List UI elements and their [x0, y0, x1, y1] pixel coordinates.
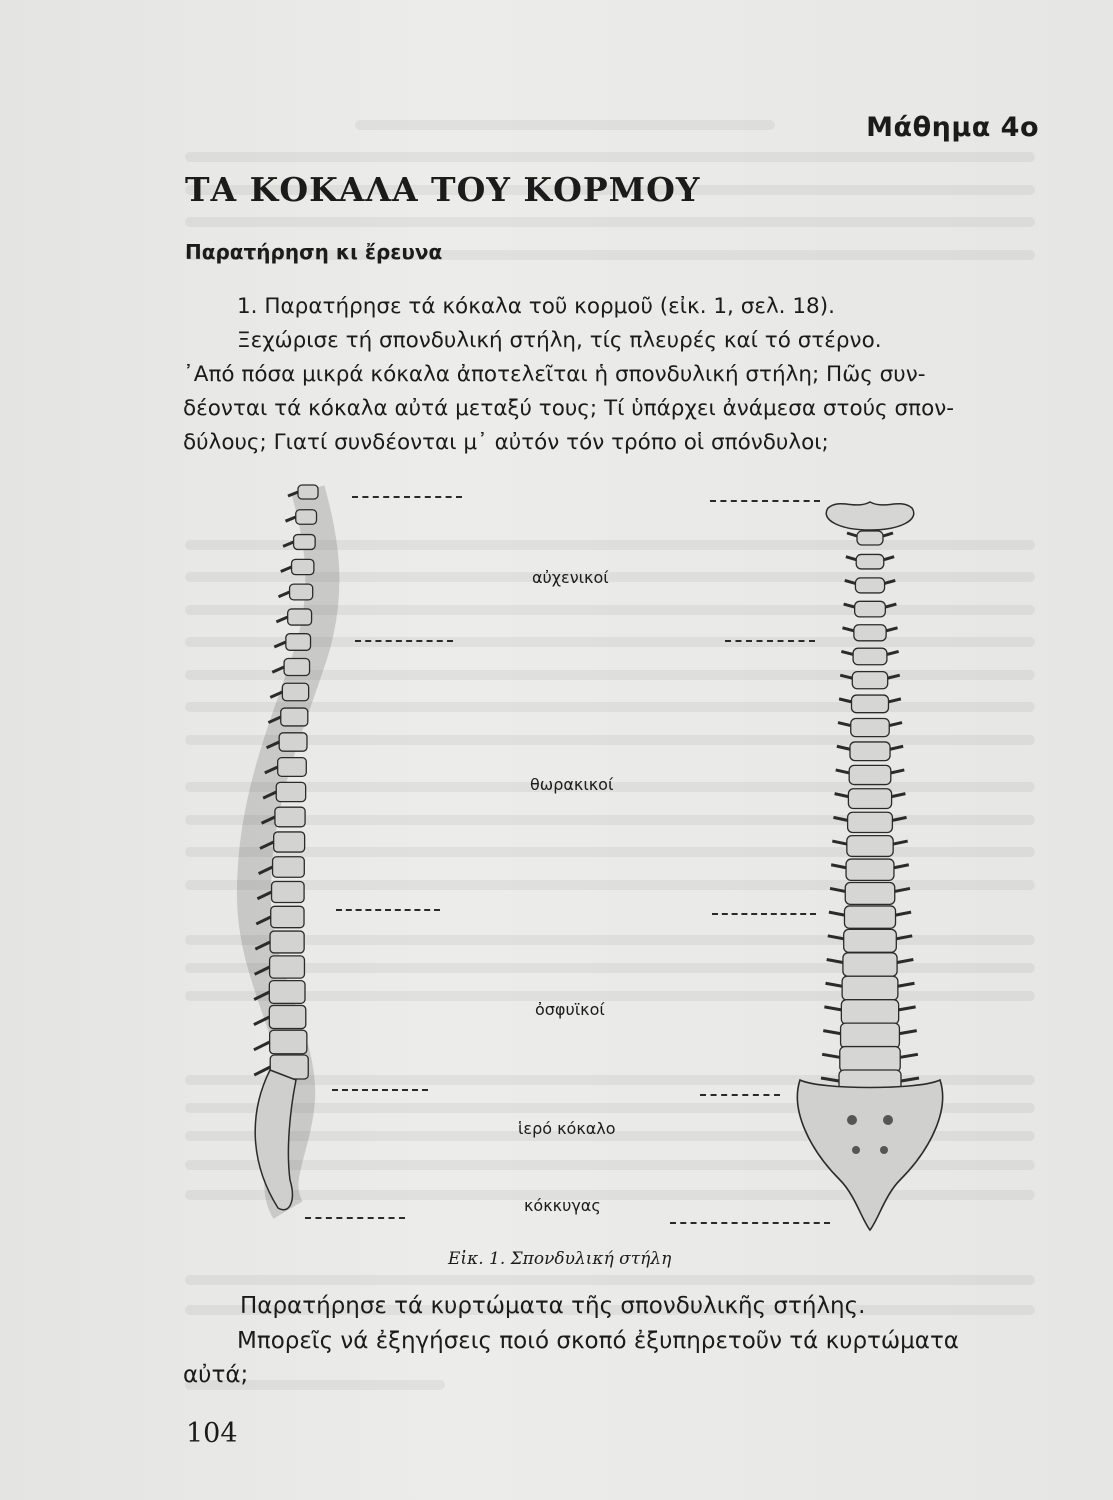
transverse-process	[841, 651, 853, 654]
label-cervical: αὐχενικοί	[532, 568, 609, 587]
vertebra-side	[273, 857, 305, 878]
transverse-process	[827, 960, 843, 963]
vertebra-front	[851, 718, 890, 736]
transverse-process	[840, 675, 852, 678]
figure-caption: Εἰκ. 1. Σπονδυλική στήλη	[448, 1249, 672, 1269]
transverse-process	[896, 912, 912, 915]
transverse-process	[826, 983, 843, 986]
transverse-process	[888, 675, 900, 678]
transverse-process	[901, 1078, 919, 1081]
transverse-process	[885, 580, 896, 583]
paragraph-line: δύλους; Γιατί συνδέονται μ᾿ αὐτόν τόν τρόπο οἱ σπόνδυλοι;	[183, 430, 829, 455]
vertebra-side	[269, 981, 305, 1004]
transverse-process	[892, 794, 906, 797]
vertebra-front	[844, 929, 897, 952]
transverse-process	[824, 1007, 841, 1010]
transverse-process	[892, 817, 906, 820]
spinous-process	[279, 592, 290, 597]
spine-side-view-illustration	[230, 480, 360, 1220]
paragraph-line: αὐτά;	[183, 1362, 249, 1388]
leader-line	[710, 500, 820, 502]
transverse-process	[835, 794, 849, 797]
transverse-process	[845, 580, 856, 583]
vertebra-side	[271, 906, 304, 927]
transverse-process	[884, 557, 894, 560]
vertebra-front	[845, 883, 894, 905]
label-sacrum: ἱερό κόκαλο	[518, 1119, 616, 1138]
vertebra-front	[844, 906, 895, 928]
paragraph-curvatures	[183, 1289, 1033, 1323]
chapter-title: ΤΑ ΚΟΚΑΛΑ ΤΟΥ ΚΟΡΜΟΥ	[185, 170, 701, 209]
label-lumbar: ὀσφυϊκοί	[535, 1000, 605, 1019]
transverse-process	[899, 1031, 916, 1034]
transverse-process	[894, 865, 909, 868]
vertebra-side	[298, 485, 318, 499]
spinous-process	[285, 517, 295, 521]
leader-line	[700, 1094, 780, 1096]
transverse-process	[895, 888, 910, 891]
leader-line	[352, 496, 462, 498]
vertebra-front	[852, 695, 889, 713]
vertebra-side	[292, 559, 314, 574]
paragraph-question	[183, 1324, 1033, 1392]
vertebra-side	[278, 758, 307, 777]
spinous-process	[254, 1042, 270, 1050]
transverse-process	[828, 936, 844, 939]
transverse-process	[899, 1007, 916, 1010]
leader-line	[712, 913, 816, 915]
vertebra-front	[841, 1023, 900, 1048]
vertebra-side	[290, 584, 313, 600]
vertebra-side	[282, 683, 308, 700]
vertebra-side	[286, 634, 311, 651]
vertebra-front	[850, 742, 890, 761]
vertebra-front	[854, 625, 886, 641]
transverse-process	[896, 936, 912, 939]
spinous-process	[283, 542, 294, 546]
vertebra-front	[857, 531, 883, 545]
vertebra-front	[843, 953, 897, 976]
paragraph-line: 1. Παρατήρησε τά κόκαλα τοῦ κορμοῦ (εἰκ. 1, σελ. 18).	[237, 294, 835, 319]
transverse-process	[838, 723, 851, 726]
transverse-process	[897, 960, 913, 963]
label-thoracic: θωρακικοί	[530, 775, 614, 794]
vertebra-side	[272, 882, 305, 903]
vertebra-side	[270, 931, 304, 953]
transverse-process	[829, 912, 845, 915]
transverse-process	[888, 699, 900, 702]
transverse-process	[823, 1031, 840, 1034]
paragraph-line: ᾿Από πόσα μικρά κόκαλα ἀποτελεῖται ἡ σπονδυλική στήλη; Πῶς συν-	[183, 362, 926, 387]
vertebra-front	[853, 648, 887, 665]
paragraph-observation	[183, 290, 1033, 460]
leader-line	[332, 1089, 428, 1091]
vertebra-front	[855, 578, 884, 593]
spinous-process	[272, 667, 284, 672]
transverse-process	[832, 841, 847, 844]
spine-front-view-illustration	[770, 490, 970, 1230]
transverse-process	[833, 817, 847, 820]
page-number: 104	[186, 1418, 238, 1449]
vertebra-side	[274, 832, 305, 852]
transverse-process	[822, 1054, 840, 1057]
transverse-process	[842, 628, 853, 631]
vertebra-front	[842, 976, 898, 1000]
transverse-process	[830, 888, 845, 891]
vertebra-side	[281, 708, 308, 726]
transverse-process	[893, 841, 908, 844]
vertebra-side	[276, 782, 305, 801]
transverse-process	[837, 746, 850, 749]
spinous-process	[274, 642, 286, 647]
vertebra-front	[846, 859, 894, 880]
vertebra-side	[296, 510, 317, 524]
transverse-process	[886, 628, 897, 631]
transverse-process	[891, 770, 904, 773]
vertebra-side	[275, 807, 305, 827]
leader-line	[336, 909, 440, 911]
paragraph-line: Ξεχώρισε τή σπονδυλική στήλη, τίς πλευρές καί τό στέρνο.	[237, 328, 882, 353]
vertebra-side	[288, 609, 312, 625]
section-subtitle: Παρατήρηση κι ἔρευνα	[185, 240, 443, 264]
vertebra-front	[848, 812, 893, 832]
vertebra-front	[849, 765, 891, 784]
paragraph-line: Μπορεῖς νά ἐξηγήσεις ποιό σκοπό ἐξυπηρετοῦν τά κυρτώματα	[237, 1328, 959, 1354]
leader-line	[670, 1222, 830, 1224]
transverse-process	[890, 746, 903, 749]
vertebra-front	[847, 836, 893, 857]
transverse-process	[839, 699, 851, 702]
spinous-process	[276, 617, 287, 622]
transverse-process	[844, 604, 855, 607]
vertebra-front	[841, 1000, 898, 1024]
vertebra-side	[284, 658, 309, 675]
transverse-process	[831, 865, 846, 868]
paragraph-line: Παρατήρησε τά κυρτώματα τῆς σπονδυλικῆς στήλης.	[240, 1293, 866, 1319]
transverse-process	[836, 770, 849, 773]
vertebra-front	[848, 789, 891, 809]
transverse-process	[898, 983, 915, 986]
spinous-process	[281, 567, 292, 572]
leader-line	[725, 640, 815, 642]
transverse-process	[900, 1054, 918, 1057]
leader-line	[355, 640, 453, 642]
vertebra-front	[856, 554, 884, 569]
transverse-process	[889, 723, 902, 726]
vertebra-side	[270, 1030, 307, 1054]
label-coccyx: κόκκυγας	[524, 1196, 601, 1215]
vertebra-front	[852, 672, 887, 689]
vertebra-front	[840, 1047, 900, 1072]
vertebra-side	[294, 535, 316, 550]
vertebra-side	[279, 733, 307, 751]
vertebra-side	[270, 956, 305, 978]
transverse-process	[887, 651, 899, 654]
paragraph-line: δέονται τά κόκαλα αὐτά μεταξύ τους; Τί ὑπάρχει ἀνάμεσα στούς σπον-	[183, 396, 954, 421]
transverse-process	[846, 557, 856, 560]
lesson-number: Μάθημα 4ο	[866, 112, 1039, 143]
transverse-process	[885, 604, 896, 607]
leader-line	[305, 1217, 405, 1219]
vertebra-side	[269, 1005, 305, 1028]
transverse-process	[847, 533, 857, 536]
transverse-process	[821, 1078, 839, 1081]
transverse-process	[883, 533, 893, 536]
vertebra-front	[855, 601, 886, 617]
